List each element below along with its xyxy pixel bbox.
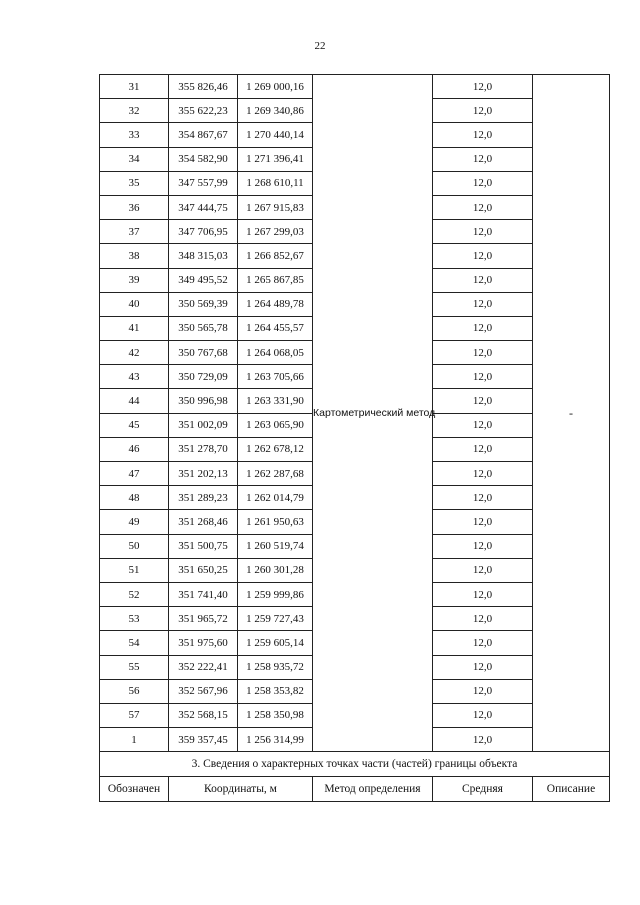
point-number: 48 [100, 486, 169, 510]
point-number: 31 [100, 75, 169, 99]
accuracy-value: 12,0 [433, 195, 533, 219]
coordinate-y: 1 259 999,86 [238, 582, 313, 606]
coordinate-x: 349 495,52 [169, 268, 238, 292]
point-number: 38 [100, 244, 169, 268]
accuracy-value: 12,0 [433, 534, 533, 558]
accuracy-value: 12,0 [433, 655, 533, 679]
coordinate-y: 1 261 950,63 [238, 510, 313, 534]
coordinate-x: 359 357,45 [169, 728, 238, 752]
coordinate-y: 1 271 396,41 [238, 147, 313, 171]
point-number: 43 [100, 365, 169, 389]
coordinate-x: 355 622,23 [169, 99, 238, 123]
accuracy-value: 12,0 [433, 558, 533, 582]
coordinate-x: 347 706,95 [169, 220, 238, 244]
accuracy-value: 12,0 [433, 171, 533, 195]
point-number: 42 [100, 341, 169, 365]
coordinate-x: 351 975,60 [169, 631, 238, 655]
accuracy-value: 12,0 [433, 220, 533, 244]
point-number: 50 [100, 534, 169, 558]
coordinate-x: 352 567,96 [169, 679, 238, 703]
table-row [100, 75, 610, 99]
point-number: 56 [100, 679, 169, 703]
coordinate-y: 1 258 353,82 [238, 679, 313, 703]
coordinate-y: 1 263 705,66 [238, 365, 313, 389]
accuracy-value: 12,0 [433, 510, 533, 534]
accuracy-value: 12,0 [433, 462, 533, 486]
coordinate-x: 351 650,25 [169, 558, 238, 582]
coordinate-x: 352 222,41 [169, 655, 238, 679]
coordinate-x: 351 965,72 [169, 607, 238, 631]
coordinate-y: 1 259 605,14 [238, 631, 313, 655]
coordinate-x: 347 444,75 [169, 195, 238, 219]
coordinate-y: 1 264 489,78 [238, 292, 313, 316]
coordinate-x: 354 582,90 [169, 147, 238, 171]
point-number: 41 [100, 316, 169, 340]
coordinate-x: 350 996,98 [169, 389, 238, 413]
coordinate-x: 351 202,13 [169, 462, 238, 486]
accuracy-value: 12,0 [433, 292, 533, 316]
coordinate-y: 1 264 068,05 [238, 341, 313, 365]
header-accuracy: Средняя [433, 777, 533, 802]
accuracy-value: 12,0 [433, 316, 533, 340]
coordinate-x: 348 315,03 [169, 244, 238, 268]
point-number: 55 [100, 655, 169, 679]
coordinates-table-body [100, 75, 610, 752]
point-number: 44 [100, 389, 169, 413]
coordinate-y: 1 269 340,86 [238, 99, 313, 123]
coordinates-table [99, 74, 610, 802]
coordinate-x: 354 867,67 [169, 123, 238, 147]
coordinate-y: 1 266 852,67 [238, 244, 313, 268]
point-number: 37 [100, 220, 169, 244]
point-number: 36 [100, 195, 169, 219]
point-number: 39 [100, 268, 169, 292]
point-number: 32 [100, 99, 169, 123]
point-number: 34 [100, 147, 169, 171]
coordinate-x: 351 002,09 [169, 413, 238, 437]
accuracy-value: 12,0 [433, 268, 533, 292]
coordinate-x: 351 278,70 [169, 437, 238, 461]
accuracy-value: 12,0 [433, 341, 533, 365]
coordinate-y: 1 264 455,57 [238, 316, 313, 340]
point-number: 57 [100, 703, 169, 727]
coordinate-x: 350 565,78 [169, 316, 238, 340]
section-row [100, 752, 610, 777]
point-number: 54 [100, 631, 169, 655]
page-number: 22 [314, 40, 326, 52]
accuracy-value: 12,0 [433, 486, 533, 510]
coordinate-y: 1 258 935,72 [238, 655, 313, 679]
section-title: 3. Сведения о характерных точках части (частей) границы объекта [100, 752, 610, 777]
accuracy-value: 12,0 [433, 703, 533, 727]
accuracy-value: 12,0 [433, 123, 533, 147]
accuracy-value: 12,0 [433, 437, 533, 461]
point-number: 33 [100, 123, 169, 147]
coordinate-x: 352 568,15 [169, 703, 238, 727]
point-number: 53 [100, 607, 169, 631]
coordinate-x: 351 741,40 [169, 582, 238, 606]
coordinate-x: 351 268,46 [169, 510, 238, 534]
coordinate-y: 1 263 065,90 [238, 413, 313, 437]
coordinate-x: 355 826,46 [169, 75, 238, 99]
point-number: 40 [100, 292, 169, 316]
coordinate-y: 1 265 867,85 [238, 268, 313, 292]
point-number: 52 [100, 582, 169, 606]
accuracy-value: 12,0 [433, 679, 533, 703]
coordinate-y: 1 268 610,11 [238, 171, 313, 195]
header-designation: Обозначен [100, 777, 169, 802]
accuracy-value: 12,0 [433, 99, 533, 123]
coordinate-y: 1 262 287,68 [238, 462, 313, 486]
coordinate-y: 1 262 678,12 [238, 437, 313, 461]
accuracy-value: 12,0 [433, 244, 533, 268]
coordinate-x: 347 557,99 [169, 171, 238, 195]
coordinate-y: 1 259 727,43 [238, 607, 313, 631]
header-method: Метод определения [313, 777, 433, 802]
header-coordinates: Координаты, м [169, 777, 313, 802]
accuracy-value: 12,0 [433, 147, 533, 171]
point-number: 35 [100, 171, 169, 195]
accuracy-value: 12,0 [433, 365, 533, 389]
accuracy-value: 12,0 [433, 631, 533, 655]
point-number: 51 [100, 558, 169, 582]
coordinate-x: 351 289,23 [169, 486, 238, 510]
coordinate-y: 1 258 350,98 [238, 703, 313, 727]
accuracy-value: 12,0 [433, 413, 533, 437]
coordinate-y: 1 269 000,16 [238, 75, 313, 99]
coordinate-y: 1 267 915,83 [238, 195, 313, 219]
coordinate-x: 350 767,68 [169, 341, 238, 365]
accuracy-value: 12,0 [433, 607, 533, 631]
coordinate-x: 350 729,09 [169, 365, 238, 389]
coordinate-y: 1 260 519,74 [238, 534, 313, 558]
coordinate-y: 1 267 299,03 [238, 220, 313, 244]
coordinate-y: 1 262 014,79 [238, 486, 313, 510]
description-cell: - [533, 75, 610, 752]
accuracy-value: 12,0 [433, 728, 533, 752]
point-number: 47 [100, 462, 169, 486]
coordinate-y: 1 270 440,14 [238, 123, 313, 147]
coordinate-x: 351 500,75 [169, 534, 238, 558]
accuracy-value: 12,0 [433, 582, 533, 606]
coordinate-y: 1 263 331,90 [238, 389, 313, 413]
coordinate-y: 1 256 314,99 [238, 728, 313, 752]
header-row [100, 777, 610, 802]
coordinate-y: 1 260 301,28 [238, 558, 313, 582]
point-number: 1 [100, 728, 169, 752]
accuracy-value: 12,0 [433, 389, 533, 413]
point-number: 46 [100, 437, 169, 461]
coordinate-x: 350 569,39 [169, 292, 238, 316]
accuracy-value: 12,0 [433, 75, 533, 99]
method-cell: Картометрический метод [313, 75, 433, 752]
point-number: 45 [100, 413, 169, 437]
header-description: Описание [533, 777, 610, 802]
point-number: 49 [100, 510, 169, 534]
